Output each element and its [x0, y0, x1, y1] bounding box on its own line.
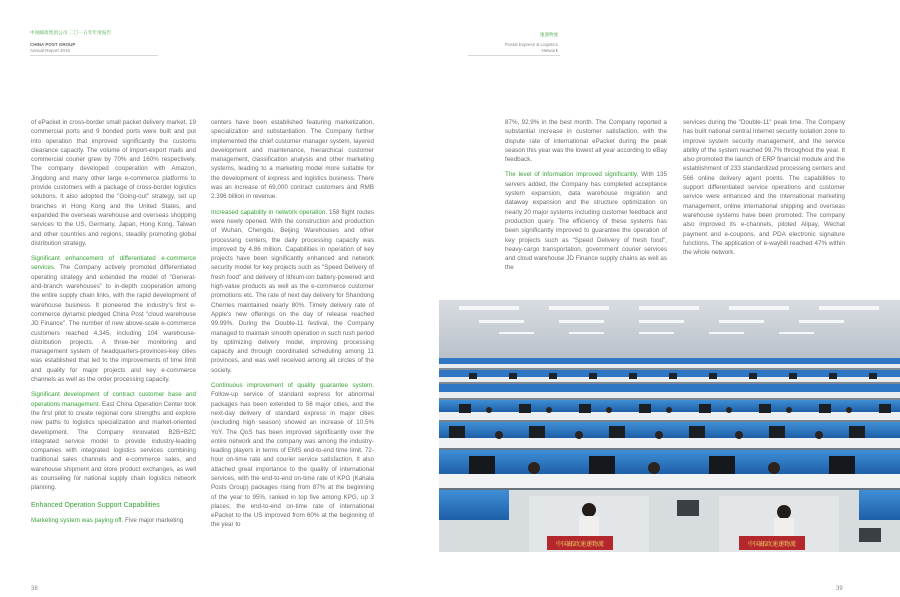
header-left-report: Annual Report 2015: [30, 48, 71, 53]
page-number-right: 39: [836, 586, 843, 592]
photo-sign-left: 中国邮政速递物流: [555, 541, 605, 548]
header-right-section: Postal Express & Logistics: [504, 42, 558, 47]
paragraph: [31, 516, 196, 525]
paragraph-heading: Significant development of contract customer base and operations management.: [31, 391, 196, 408]
paragraph-heading: Increased capability in network operation.: [211, 208, 328, 216]
paragraph-body: Five major marketing: [123, 516, 184, 524]
paragraph: 87%, 92.9% in the best month. The Company reported a substantial increase in customer satisfaction, with the dispute rate of international ePacket during the peak season this year was the lowest all year according to eBay feedback.: [505, 119, 667, 164]
paragraph-heading: Continuous improvement of quality guarantee system.: [211, 382, 374, 390]
header-right-subsection: Network: [541, 48, 558, 53]
paragraph-body: With 135 servers added, the Company has completed acceptance system expansion, data warehouse migration and dataway expansion and the structure optimization on nearly 20 major systems including customer feedback and production query. The efficiency of these systems has been significantly improved to guarantee the operation of key projects such as "Speed Delivery of fresh food", heavy-cargo transportation, government courier services and cloud warehouse JD Finance supply chains as well as the: [505, 171, 667, 272]
header-right-rule: [468, 55, 560, 56]
paragraph: centers have been established featuring marketization, specialization and substantiation. The Company further implemented the chief customer manager system, layered development and maintenance, hierarchical customer management, classification analysis and other marketing systems, leading to a marketing model more suitable for the development of express and logistics business. There was an increase of 69,000 contract customers and RMB 2.396 billion in revenue.: [211, 119, 374, 201]
paragraph-body: 158 flight routes were newly opened. With the construction and production of Wuhan, Chengdu, Beijing Warehouses and other processing centers, the daily processing capacity was improved by 4.86 million. Capabilities in operation of key projects have been significantly enhanced and network security model for key projects such as "Speed Delivery of fresh food" and delivery of lithium-ion battery-powered and high-value products as well as the e-commerce customer promotions etc. The rate of next day delivery for Shandong Cherries maintained nearly 80%. Timely delivery rate of Apple's new offerings on the day of release reached 99.99%. During the Double-11 festival, the Company managed to maintain smooth operation in such rush period by optimizing delivery model, improving processing capacity and through coordinated scheduling among 11 provinces, and was well received among all circles of the society.: [211, 208, 374, 374]
paragraph-body: Follow-up service of standard express for abnormal packages has been extended to 56 major cities, and the next-day delivery of standard express in major cities (excluding high season) showed an increase of 10.5% YoY. The QoS has been improved significantly over the entire network and the company was among the industry-leading players in terms of EMS end-to-end time limit, 72-hour on-time rate and courier service satisfaction. It also attached great importance to the quality of international services, with the end-to-end on-time rate of KPG (Kahala Posts Group) packages rising from 87% at the beginning of the year to 95%, ranked in top five among KPG, up 3 places; the end-to-end on-time rate of international ePacket to the US improved from 60% at the beginning of the year to: [211, 391, 374, 529]
text-column-1: [31, 118, 196, 531]
paragraph-heading: Significant enhancement of differentiated e-commerce services.: [31, 255, 196, 272]
text-column-4: [683, 118, 845, 263]
page-number-left: 38: [31, 586, 38, 592]
header-right: [468, 32, 558, 53]
paragraph-heading: The level of information improved significantly.: [505, 171, 639, 179]
section-title: Enhanced Operation Support Capabilities: [31, 501, 160, 509]
photo-sign-right: 中国邮政速递物流: [747, 541, 797, 548]
header-left-cn: 中国邮政集团公司 二〇一五年年度报告: [30, 30, 112, 35]
paragraph: [31, 390, 196, 492]
paragraph-body: East China Operation Center took the first pilot to create regional core strengths and explore new paths to logistics specialization and market-oriented development. The Company innovated B2B+B2C integrated service model to provide industry-leading companies with integrated logistics services combining traditional sales channels and e-commerce sales, and warehouse shipment and store product exchanges, as well as counseling for national supply chain logistics network planning.: [31, 400, 197, 492]
paragraph: [31, 254, 196, 384]
header-left-rule: [30, 55, 158, 56]
header-right-cn: 速递物流: [540, 32, 558, 37]
text-column-2: [211, 118, 374, 536]
paragraph-heading: Marketing system was paying off.: [31, 516, 124, 524]
paragraph: of ePacket in cross-border small packet delivery market, 19 commercial ports and 9 bonded ports were built and put into operation that improved significantly the customs clearance capacity. The volume of import-export mails and commercial courier grew by 70% and 160% respectively. The company developed cooperation with Amazon, Jingdong and many other large e-commerce platforms to provide customers with a package of cross-border logistics solutions. It also adopted the "Going-out" strategy, set up branches in Hong Kong and the United States, and expanded the overseas warehouse and overseas shopping services to the US, Germany, Japan, Hong Kong, Taiwan and other countries and regions, steadily promoting global distribution strategy.: [31, 119, 196, 247]
header-left-org: CHINA POST GROUP: [30, 42, 76, 47]
paragraph-body: The Company actively promoted differentiated operating strategy and extended the model of "General-and-branch warehouses" to in-depth cooperation among the entire supply chain links, with the rapid development of warehouse business. It pioneered the industry's first e-commerce dynamic pledged China Post "cloud warehouse JD Finance". The number of new above-scale e-commerce customers reached 4,345, including 104 warehouse-distribution projects. A three-tier monitoring and management system of headquarters-provinces-key cities was established that led to the improvements of time limit and quality for major projects and key e-commerce channels as well as the order processing capacity.: [31, 264, 196, 384]
paragraph: [211, 208, 374, 375]
header-left: [30, 30, 150, 53]
call-center-photo: [439, 300, 900, 552]
paragraph: [505, 170, 667, 272]
text-column-3: [505, 118, 667, 279]
paragraph: services during the "Double-11" peak time. The Company has built national central Internet security isolation zone to improve system security management, and the service ability of the system reached 99.7% throughout the year. It also promoted the launch of ERP financial module and the establishment of 233 standardized processing centers and 566 online delivery agent points. The capabilities to support differentiated service operations and customer service were enhanced and the international marketing management, online international shipping and overseas warehouse systems have been promoted. The company also improved its e-channels, piloted Alipay, Wechat payment and e-coupons, and PDA electronic signature functions. The application of e-waybill reached 47% within the whole network.: [683, 119, 845, 257]
paragraph: [211, 381, 374, 530]
